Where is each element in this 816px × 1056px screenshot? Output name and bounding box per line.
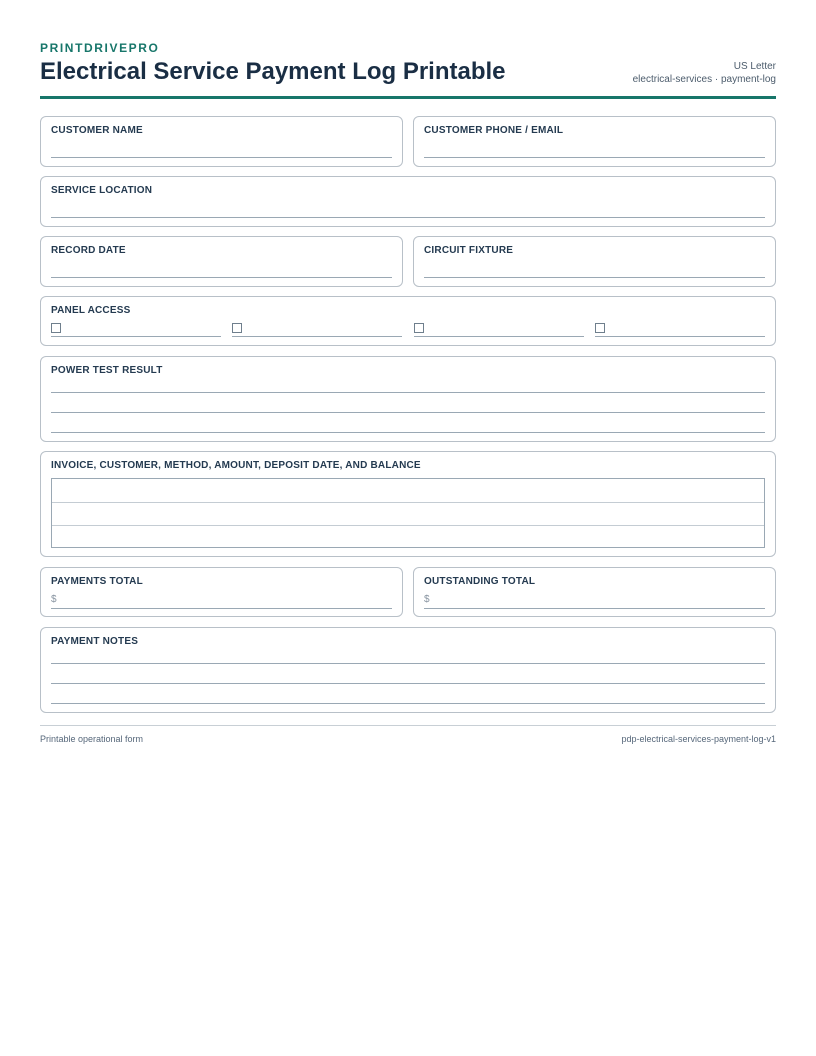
payments-total-input[interactable] (51, 608, 392, 609)
option-write-line[interactable] (51, 336, 221, 337)
paper-size: US Letter (733, 61, 776, 72)
service-location-field (40, 176, 776, 227)
panel-access-option-3 (414, 323, 584, 337)
currency-symbol: $ (51, 594, 57, 605)
outstanding-total-input[interactable] (424, 608, 765, 609)
option-write-line[interactable] (595, 336, 765, 337)
footer-divider (40, 725, 776, 726)
payment-notes-label: PAYMENT NOTES (51, 636, 139, 647)
power-test-line-3[interactable] (51, 432, 765, 433)
customer-name-label: CUSTOMER NAME (51, 125, 143, 136)
service-location-input[interactable] (51, 217, 765, 218)
record-date-label: RECORD DATE (51, 245, 126, 256)
table-row-divider (52, 502, 764, 503)
payments-total-label: PAYMENTS TOTAL (51, 576, 143, 587)
outstanding-total-field (413, 567, 776, 617)
payment-notes-field (40, 627, 776, 713)
outstanding-total-label: OUTSTANDING TOTAL (424, 576, 536, 587)
panel-access-option-2 (232, 323, 402, 337)
customer-name-input[interactable] (51, 157, 392, 158)
payment-notes-line-2[interactable] (51, 683, 765, 684)
checkbox[interactable] (51, 323, 61, 333)
power-test-result-label: POWER TEST RESULT (51, 365, 163, 376)
option-write-line[interactable] (232, 336, 402, 337)
payment-table-field (40, 451, 776, 557)
circuit-fixture-field (413, 236, 776, 287)
customer-contact-input[interactable] (424, 157, 765, 158)
form-tags: electrical-services · payment-log (632, 74, 776, 85)
option-write-line[interactable] (414, 336, 584, 337)
footer-form-id: pdp-electrical-services-payment-log-v1 (621, 734, 776, 744)
circuit-fixture-input[interactable] (424, 277, 765, 278)
power-test-result-field (40, 356, 776, 442)
panel-access-option-1 (51, 323, 221, 337)
panel-access-option-4 (595, 323, 765, 337)
record-date-input[interactable] (51, 277, 392, 278)
customer-name-field (40, 116, 403, 167)
power-test-line-1[interactable] (51, 392, 765, 393)
header-divider (40, 96, 776, 99)
payment-table[interactable] (51, 478, 765, 548)
customer-contact-field (413, 116, 776, 167)
currency-symbol: $ (424, 594, 430, 605)
panel-access-label: PANEL ACCESS (51, 305, 131, 316)
service-location-label: SERVICE LOCATION (51, 185, 153, 196)
circuit-fixture-label: CIRCUIT FIXTURE (424, 245, 514, 256)
panel-access-field (40, 296, 776, 346)
checkbox[interactable] (595, 323, 605, 333)
payment-notes-line-3[interactable] (51, 703, 765, 704)
record-date-field (40, 236, 403, 287)
brand-name: PRINTDRIVEPRO (40, 41, 160, 55)
page-meta (633, 60, 776, 86)
power-test-line-2[interactable] (51, 412, 765, 413)
checkbox[interactable] (232, 323, 242, 333)
table-row-divider (52, 525, 764, 526)
customer-contact-label: CUSTOMER PHONE / EMAIL (424, 125, 564, 136)
payment-notes-line-1[interactable] (51, 663, 765, 664)
page-title: Electrical Service Payment Log Printable (40, 58, 506, 85)
checkbox[interactable] (414, 323, 424, 333)
footer-left-text: Printable operational form (40, 734, 144, 744)
payment-table-label: INVOICE, CUSTOMER, METHOD, AMOUNT, DEPOSIT DATE, AND BALANCE (51, 460, 421, 471)
payments-total-field (40, 567, 403, 617)
